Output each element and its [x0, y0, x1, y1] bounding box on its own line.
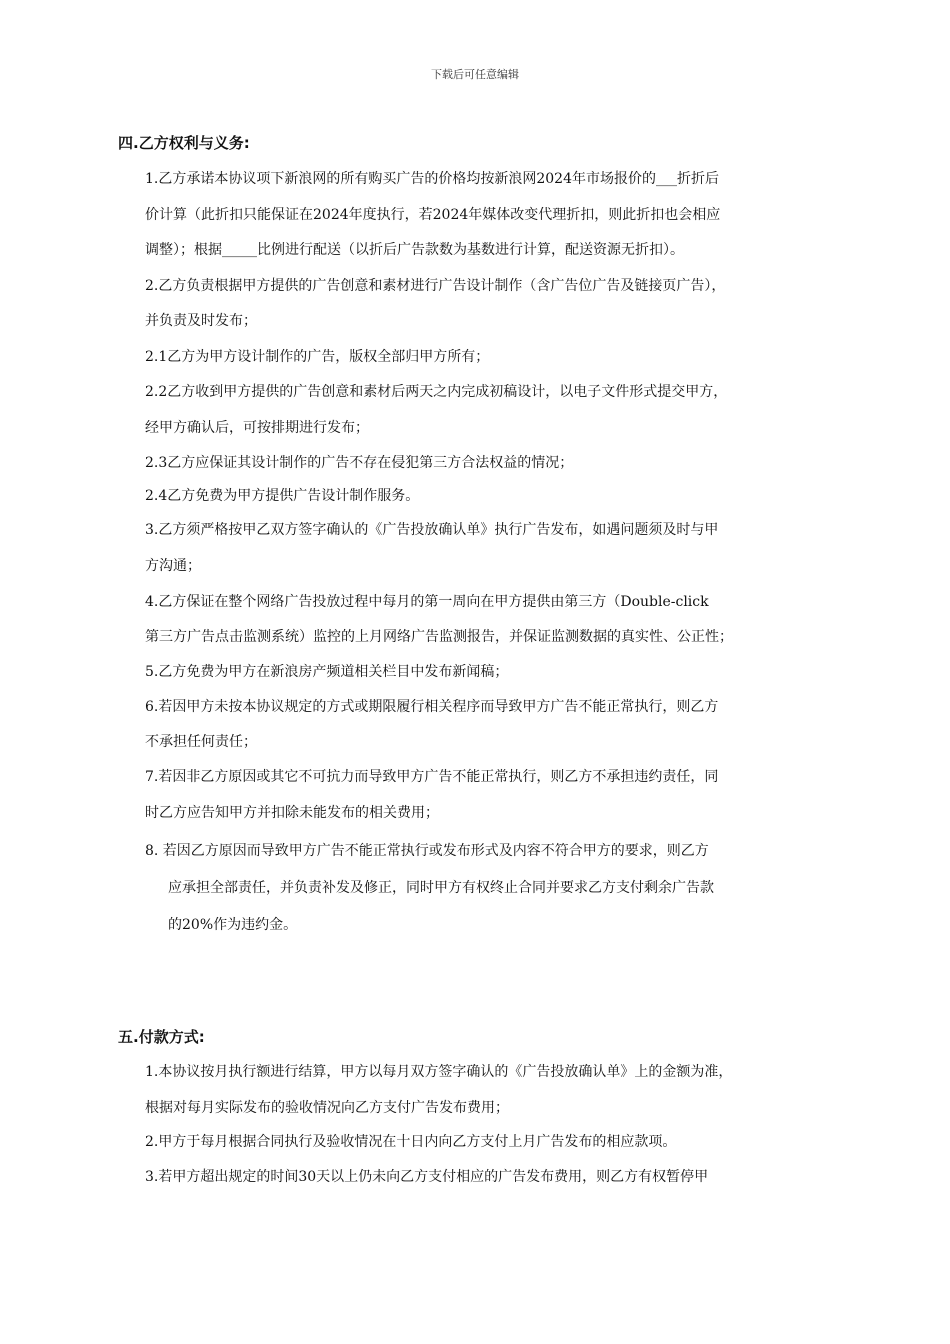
section-4-line: 2.2乙方收到甲方提供的广告创意和素材后两天之内完成初稿设计，以电子文件形式提交甲方， [145, 384, 728, 400]
section-5-line: 3.若甲方超出规定的时间30天以上仍未向乙方支付相应的广告发布费用，则乙方有权暂停甲 [145, 1169, 709, 1185]
section-4-heading: 四.乙方权利与义务: [118, 134, 250, 152]
section-4-line: 8. 若因乙方原因而导致甲方广告不能正常执行或发布形式及内容不符合甲方的要求，则乙方 [145, 843, 709, 859]
section-5-line: 2.甲方于每月根据合同执行及验收情况在十日内向乙方支付上月广告发布的相应款项。 [145, 1134, 677, 1150]
section-4-line: 4.乙方保证在整个网络广告投放过程中每月的第一周向在甲方提供由第三方（Double-click [145, 594, 709, 610]
section-4-line: 调整）；根据_____比例进行配送（以折后广告款数为基数进行计算，配送资源无折扣）。 [145, 242, 684, 258]
section-4-line: 第三方广告点击监测系统）监控的上月网络广告监测报告，并保证监测数据的真实性、公正性； [145, 629, 733, 645]
section-4-line: 并负责及时发布； [145, 313, 257, 329]
section-4-line: 不承担任何责任； [145, 734, 257, 750]
section-4-line: 7.若因非乙方原因或其它不可抗力而导致甲方广告不能正常执行，则乙方不承担违约责任，同 [145, 769, 719, 785]
section-4-line: 5.乙方免费为甲方在新浪房产频道相关栏目中发布新闻稿； [145, 664, 509, 680]
section-4-line: 1.乙方承诺本协议项下新浪网的所有购买广告的价格均按新浪网2024年市场报价的___折折后 [145, 171, 719, 187]
section-4-line: 6.若因甲方未按本协议规定的方式或期限履行相关程序而导致甲方广告不能正常执行，则乙方 [145, 699, 719, 715]
section-5-line: 根据对每月实际发布的验收情况向乙方支付广告发布费用； [145, 1100, 509, 1116]
section-4-line: 2.1乙方为甲方设计制作的广告，版权全部归甲方所有； [145, 349, 490, 365]
section-5-line: 1.本协议按月执行额进行结算，甲方以每月双方签字确认的《广告投放确认单》上的金额为准， [145, 1064, 733, 1080]
section-4-line: 方沟通； [145, 558, 201, 574]
section-4-line: 的20%作为违约金。 [168, 917, 298, 933]
section-4-line: 价计算（此折扣只能保证在2024年度执行，若2024年媒体改变代理折扣，则此折扣也会相应 [145, 207, 721, 223]
section-4-line: 2.乙方负责根据甲方提供的广告创意和素材进行广告设计制作（含广告位广告及链接页广告）， [145, 278, 726, 294]
section-5-heading: 五.付款方式: [118, 1028, 205, 1046]
section-4-line: 2.3乙方应保证其设计制作的广告不存在侵犯第三方合法权益的情况； [145, 455, 574, 471]
section-4-line: 时乙方应告知甲方并扣除未能发布的相关费用； [145, 805, 439, 821]
header-note: 下载后可任意编辑 [431, 68, 519, 81]
section-4-line: 2.4乙方免费为甲方提供广告设计制作服务。 [145, 488, 420, 504]
section-4-line: 应承担全部责任，并负责补发及修正，同时甲方有权终止合同并要求乙方支付剩余广告款 [168, 880, 714, 896]
section-4-line: 3.乙方须严格按甲乙双方签字确认的《广告投放确认单》执行广告发布，如遇问题须及时与甲 [145, 522, 719, 538]
section-4-line: 经甲方确认后，可按排期进行发布； [145, 420, 369, 436]
